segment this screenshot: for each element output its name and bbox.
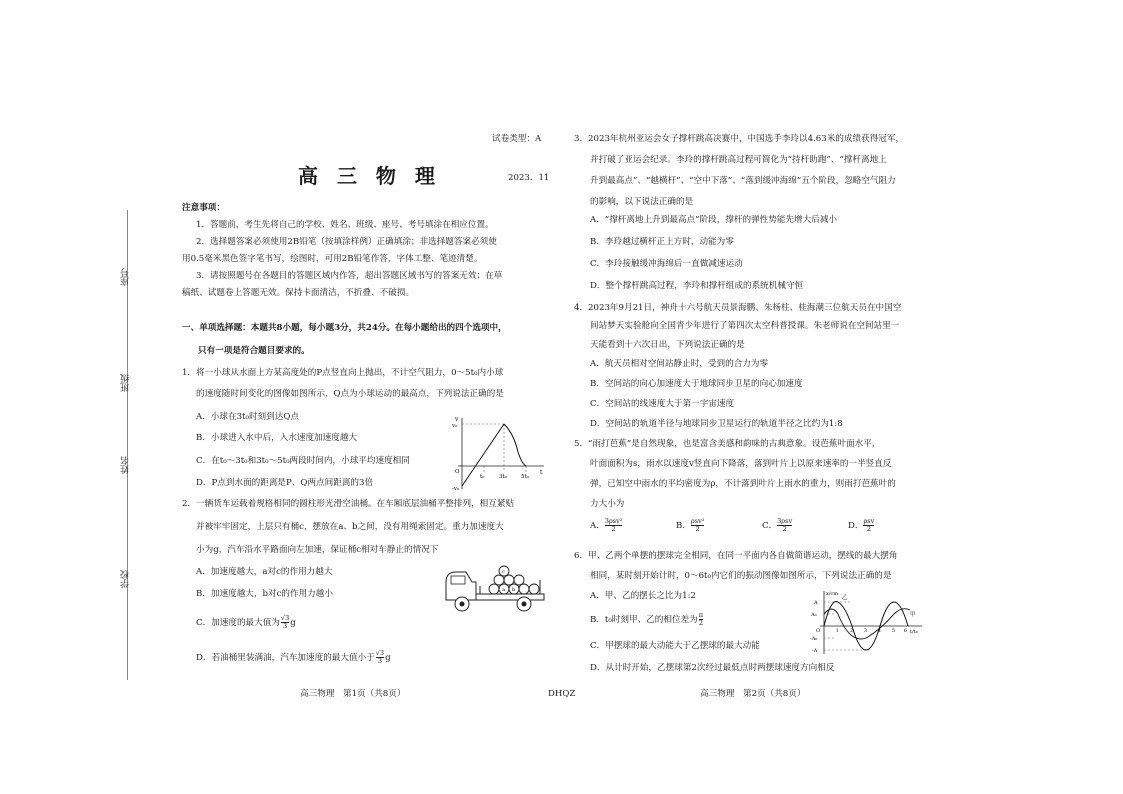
q1-graph-v: v bbox=[455, 416, 459, 423]
q5-stem-line4: 力大小为 bbox=[590, 499, 625, 509]
q2-option-d-num: √3 bbox=[375, 649, 385, 657]
q6-tick-1: 1 bbox=[836, 629, 839, 634]
margin-name: 姓名 bbox=[121, 456, 131, 474]
footer-mid: DHQZ bbox=[548, 689, 576, 699]
q6-tick-3: 3 bbox=[864, 629, 867, 634]
q2-truck-figure bbox=[442, 560, 548, 620]
q5-option-a-num: 3ρsv² bbox=[604, 517, 623, 525]
q2-option-c-text: C．加速度的最大值为 bbox=[196, 618, 280, 628]
section-heading: 一、单项选择题：本题共8小题，每小题3分，共24分。在每小题给出的四个选项中， bbox=[182, 323, 507, 333]
q1-stem-line2: 的速度随时间变化的图像如图所示，Q点为小球运动的最高点，下列说法正确的是 bbox=[196, 389, 504, 399]
q5-option-c-den: 2 bbox=[782, 525, 787, 533]
q5-option-c bbox=[762, 518, 792, 533]
q6-option-b-den: 2 bbox=[698, 619, 703, 627]
q1-graph-t: t bbox=[540, 469, 543, 476]
page-title: 高 三 物 理 bbox=[298, 164, 441, 188]
q2-option-c-num: √3 bbox=[280, 614, 290, 622]
q1-graph-neg: -v₀ bbox=[452, 486, 460, 492]
q5-option-d-den: 2 bbox=[866, 525, 871, 533]
q1-graph-o: O bbox=[455, 469, 460, 475]
q5-option-b bbox=[676, 518, 704, 533]
notes-item: 稿纸、试题卷上答题无效。保持卡面清洁，不折叠、不破损。 bbox=[182, 288, 415, 298]
q6-tick-4: 4 bbox=[878, 629, 881, 634]
q5-option-a-label: A． bbox=[590, 521, 605, 531]
q1-graph-t0: t₀ bbox=[480, 474, 485, 480]
q6-option-d: D．从计时开始，乙摆球第2次经过最低点时两摆球速度方向相反 bbox=[590, 663, 835, 673]
q2-truck-c: c bbox=[502, 569, 505, 575]
q1-graph-v0: v₀ bbox=[452, 423, 458, 429]
q6-option-b bbox=[590, 612, 703, 627]
q3-option-b: B．李玲越过横杆正上方时，动能为零 bbox=[590, 237, 734, 247]
q3-option-c: C．李玲接触缓冲海绵后一直做减速运动 bbox=[590, 259, 743, 269]
q1-vt-graph bbox=[452, 414, 548, 496]
q5-option-c-label: C． bbox=[762, 521, 778, 531]
q6-option-b-num: π bbox=[698, 611, 704, 619]
q2-truck-a: a bbox=[502, 587, 505, 593]
q4-option-d: D．空间站的轨道半径与地球同步卫星运行的轨道半径之比约为1:8 bbox=[590, 419, 843, 429]
notes-item: 用0.5毫米黑色签字笔书写，绘图时，可用2B铅笔作答，字体工整、笔迹清楚。 bbox=[182, 254, 483, 264]
q6-graph-x: x/cm bbox=[826, 591, 839, 597]
q4-stem-line3: 天能看到十六次日出，下列说法正确的是 bbox=[590, 340, 745, 350]
q6-graph-na: -A bbox=[812, 648, 818, 654]
q6-option-a: A．甲、乙的摆长之比为1:2 bbox=[590, 591, 696, 601]
q5-option-b-den: 2 bbox=[695, 525, 700, 533]
q4-stem-line2: 间站梦天实验舱向全国青少年进行了第四次太空科普授课。朱老师说在空间站里一 bbox=[590, 321, 900, 331]
q2-stem-line3: 小为g，汽车沿水平路面向左加速，保证桶c相对车静止的情况下 bbox=[196, 545, 439, 555]
exam-date: 2023．11 bbox=[508, 173, 550, 183]
q2-option-c-den: 3 bbox=[282, 622, 288, 630]
q2-option-d-den: 3 bbox=[377, 657, 382, 665]
q2-stem: 2．一辆货车运载着规格相同的圆柱形光滑空油桶。在车厢底层油桶平整排列，相互紧贴 bbox=[182, 499, 515, 509]
q5-stem-line3: 弹，已知空中雨水的平均密度为ρ，不计落到叶片上雨水的重力，则雨打芭蕉叶的 bbox=[590, 479, 896, 489]
q6-oscillation-graph bbox=[810, 588, 926, 658]
q6-option-b-text: B．t₀时刻甲、乙的相位差为 bbox=[590, 615, 698, 625]
q5-stem-line2: 叶面面积为s，雨水以速度v竖直向下降落，落到叶片上以原来速率的一半竖直反 bbox=[590, 459, 892, 469]
q4-option-b: B．空间站的向心加速度大于地球同步卫星的向心加速度 bbox=[590, 379, 803, 389]
q6-graph-o: O bbox=[816, 628, 821, 634]
q6-option-c: C．甲摆球的最大动能大于乙摆球的最大动能 bbox=[590, 641, 760, 651]
q2-option-c bbox=[196, 615, 296, 630]
q1-option-b: B．小球进入水中后，入水速度加速度越大 bbox=[196, 433, 358, 443]
q2-option-d bbox=[196, 650, 391, 665]
q6-graph-na0: -A₀ bbox=[810, 636, 818, 642]
q5-option-b-label: B． bbox=[676, 521, 691, 531]
q1-graph-t3: 3t₀ bbox=[499, 474, 507, 480]
q4-option-c: C．空间站的线速度大于第一宇宙速度 bbox=[590, 399, 735, 409]
q3-stem-line3: 升到最高点”、“越横杆”、“空中下落”、“落到缓冲海绵”五个阶段，忽略空气阻力 bbox=[590, 176, 896, 186]
q1-option-a: A．小球在3t₀时刻到达Q点 bbox=[196, 412, 299, 422]
q2-option-a: A．加速度越大，a对c的作用力越大 bbox=[196, 567, 333, 577]
q6-graph-t: t/t₀ bbox=[910, 629, 918, 635]
q2-option-c-g: g bbox=[290, 618, 296, 628]
q1-graph-t5: 5t₀ bbox=[521, 474, 529, 480]
notes-title: 注意事项： bbox=[182, 203, 225, 213]
q6-tick-6: 6 bbox=[904, 629, 907, 634]
section-heading-line2: 只有一项是符合题目要求的。 bbox=[198, 346, 310, 356]
q6-stem: 6．甲、乙两个单摆的摆球完全相同，在同一平面内各自做简谐运动，摆线的最大摆角 bbox=[574, 551, 898, 561]
q4-option-a: A．航天员相对空间站静止时，受到的合力为零 bbox=[590, 359, 769, 369]
q2-option-b: B．加速度越大，b对c的作用力越小 bbox=[196, 589, 333, 599]
q2-truck-b: b bbox=[512, 587, 516, 593]
notes-item: 2．选择题答案必须使用2B铅笔（按填涂样例）正确填涂；非选择题答案必须使 bbox=[196, 237, 497, 247]
margin-class: 班级 bbox=[121, 374, 131, 392]
q1-option-c: C．在t₀～3t₀和3t₀～5t₀两段时间内，小球平均速度相同 bbox=[196, 456, 410, 466]
q2-option-d-g: g bbox=[385, 653, 391, 663]
q5-option-c-num: 3ρsv bbox=[777, 517, 793, 525]
q5-option-a bbox=[590, 518, 622, 533]
q6-tick-2: 2 bbox=[850, 629, 853, 634]
q3-option-d: D．整个撑杆跳高过程，李玲和撑杆组成的系统机械守恒 bbox=[590, 281, 804, 291]
q3-stem-line4: 的影响，以下说法正确的是 bbox=[590, 197, 694, 207]
q6-graph-jia: 甲 bbox=[910, 612, 916, 618]
q1-stem: 1．将一小球从水面上方某高度处的P点竖直向上抛出，不计空气阻力，0～5t₀内小球 bbox=[182, 368, 504, 378]
q5-option-a-den: 2 bbox=[611, 525, 616, 533]
q6-stem-line2: 相同，某时刻开始计时，0～6t₀内它们的振动图像如图所示，下列说法正确的是 bbox=[590, 571, 892, 581]
q2-option-d-text: D．若油桶里装满油，汽车加速度的最大值小于 bbox=[196, 653, 375, 663]
margin-seat: 座号 bbox=[121, 268, 131, 286]
q6-graph-a: A bbox=[814, 600, 818, 606]
q3-stem: 3．2023年杭州亚运会女子撑杆跳高决赛中，中国选手李玲以4.63米的成绩获得冠军， bbox=[574, 134, 905, 144]
q2-stem-line2: 并被牢牢固定，上层只有桶c，摆放在a、b之间，没有用绳索固定。重力加速度大 bbox=[196, 522, 504, 532]
q6-graph-yi: 乙 bbox=[842, 595, 848, 601]
notes-item: 3．请按照题号在各题目的答题区域内作答，超出答题区域书写的答案无效；在草 bbox=[196, 271, 503, 281]
paper-type: 试卷类型：A bbox=[492, 134, 542, 144]
margin-school: 学校 bbox=[121, 570, 131, 588]
q1-option-d: D．P点到水面的距离是P、Q两点间距离的3倍 bbox=[196, 478, 374, 488]
q6-tick-5: 5 bbox=[892, 629, 895, 634]
q5-option-d-label: D． bbox=[848, 521, 864, 531]
q6-graph-a0: A₀ bbox=[811, 612, 817, 618]
q3-stem-line2: 并打破了亚运会纪录。李玲的撑杆跳高过程可简化为“持杆助跑”、“撑杆离地上 bbox=[590, 155, 887, 165]
q5-option-d-num: ρsv bbox=[863, 517, 875, 525]
footer-left: 高三物理 第1页（共8页） bbox=[300, 689, 406, 699]
footer-right: 高三物理 第2页（共8页） bbox=[700, 689, 806, 699]
q5-stem: 5．“雨打芭蕉”是自然现象，也是富含美感和韵味的古典意象。设芭蕉叶面水平， bbox=[574, 439, 881, 449]
q3-option-a: A．“撑杆离地上升到最高点”阶段，撑杆的弹性势能先增大后减小 bbox=[590, 215, 838, 225]
q4-stem: 4．2023年9月21日，神舟十六号航天员景海鹏、朱杨柱、桂海潮三位航天员在中国空 bbox=[574, 303, 902, 313]
notes-item: 1．答题前，考生先将自己的学校、姓名、班级、座号、考号填涂在相应位置。 bbox=[196, 220, 494, 230]
q5-option-d bbox=[848, 518, 874, 533]
q5-option-b-num: ρsv² bbox=[690, 517, 705, 525]
